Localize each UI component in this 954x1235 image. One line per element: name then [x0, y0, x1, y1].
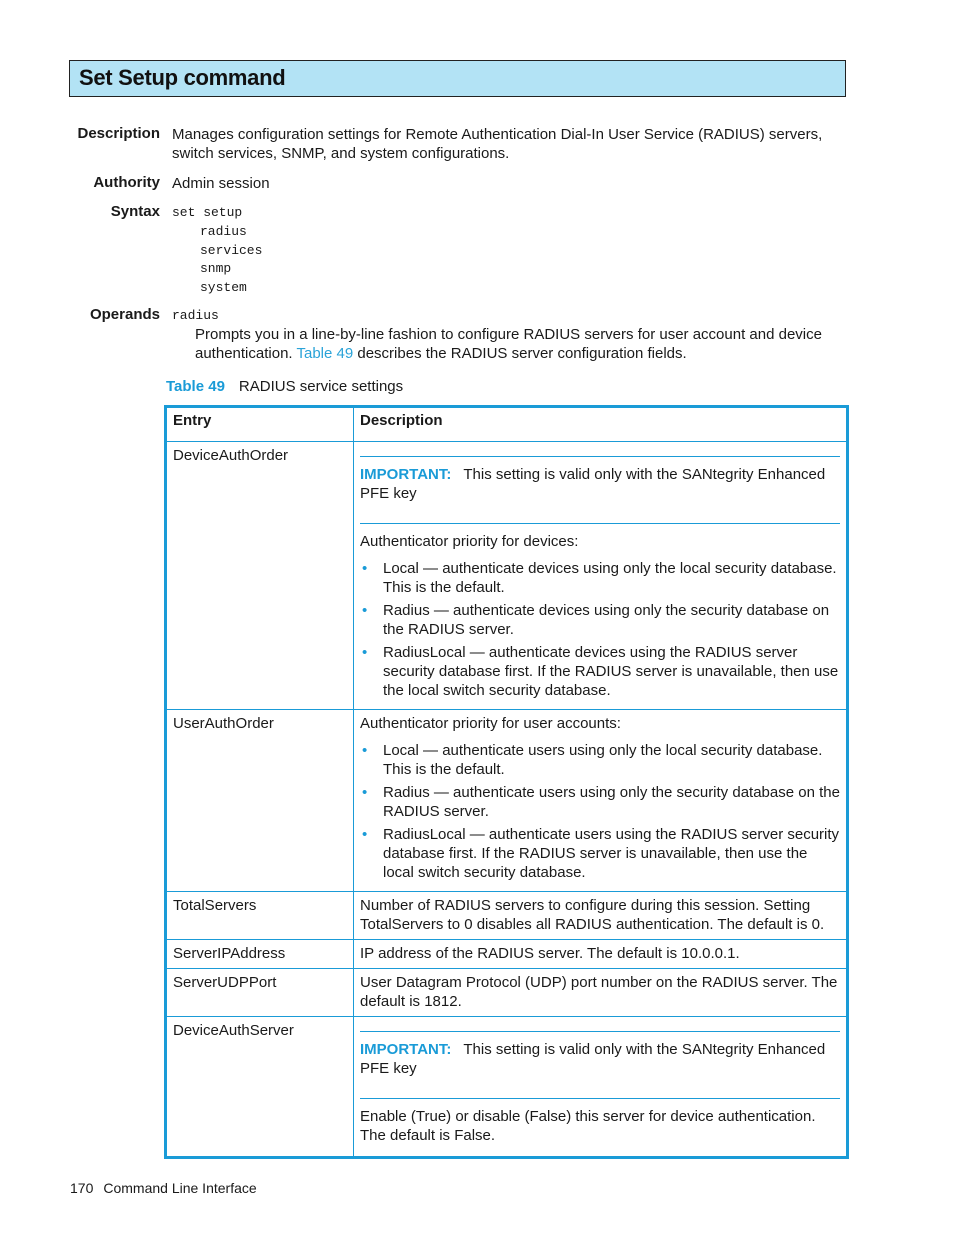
syntax-line: system	[200, 280, 247, 295]
table-row	[166, 1017, 848, 1158]
table-row	[166, 442, 848, 710]
description-text: Enable (True) or disable (False) this server for device authentication. The default is False.	[360, 1108, 816, 1144]
important-note	[360, 1031, 840, 1099]
list-item: • Local — authenticate devices using only the local security database. This is the default.	[360, 559, 840, 597]
bullet-list	[360, 741, 840, 882]
operand-keyword: radius	[172, 308, 219, 323]
operands-line-1: Prompts you in a line-by-line fashion to configure RADIUS servers for user account and device	[195, 326, 822, 343]
list-item: • Radius — authenticate devices using only the security database on the RADIUS server.	[360, 601, 840, 639]
important-text: This setting is valid only with the SANtegrity Enhanced PFE key	[360, 466, 826, 502]
page-title: Set Setup command	[79, 65, 286, 90]
syntax-label: Syntax	[110, 203, 160, 220]
important-note	[360, 456, 840, 524]
table-row	[166, 969, 848, 1017]
authority-label: Authority	[93, 174, 160, 191]
description-text: Authenticator priority for user accounts:	[360, 715, 621, 732]
syntax-line: services	[200, 243, 263, 258]
footer-section: Command Line Interface	[103, 1180, 257, 1196]
description-cell	[354, 442, 848, 710]
authority-value: Admin session	[172, 175, 270, 192]
table-header-row	[166, 407, 848, 442]
important-text: This setting is valid only with the SANtegrity Enhanced PFE key	[360, 1041, 826, 1077]
entry-cell: DeviceAuthServer	[166, 1017, 354, 1158]
important-label: IMPORTANT:	[360, 466, 452, 483]
operands-line-2-post: describes the RADIUS server configuration fields.	[357, 345, 687, 362]
important-label: IMPORTANT:	[360, 1041, 452, 1058]
syntax-line: set setup	[172, 205, 243, 220]
page-footer	[70, 1180, 257, 1196]
radius-settings-table	[164, 405, 849, 1159]
syntax-line: radius	[200, 224, 247, 239]
list-item: • Radius — authenticate users using only the security database on the RADIUS server.	[360, 783, 840, 821]
header-description: Description	[354, 407, 848, 442]
entry-cell: ServerUDPPort	[166, 969, 354, 1017]
operands-line-2	[195, 344, 687, 363]
table-caption-text: RADIUS service settings	[238, 378, 404, 395]
description-cell	[354, 710, 848, 892]
table-caption	[166, 378, 403, 395]
list-item: • Local — authenticate users using only the local security database. This is the default.	[360, 741, 840, 779]
description-line-1: Manages configuration settings for Remote Authentication Dial-In User Service (RADIUS) servers,	[172, 126, 823, 143]
entry-cell: UserAuthOrder	[166, 710, 354, 892]
table-49-link[interactable]: Table 49	[296, 345, 354, 362]
description-text: Authenticator priority for devices:	[360, 533, 579, 550]
description-line-2: switch services, SNMP, and system configurations.	[172, 145, 510, 162]
table-caption-number: Table 49	[166, 378, 225, 395]
table-row	[166, 710, 848, 892]
syntax-line: snmp	[200, 261, 232, 276]
bullet-list	[360, 559, 840, 700]
description-cell: Number of RADIUS servers to configure during this session. Setting TotalServers to 0 disables all RADIUS authentication. The default is 0.	[354, 892, 848, 940]
description-cell: IP address of the RADIUS server. The default is 10.0.0.1.	[354, 940, 848, 969]
operands-label: Operands	[89, 306, 160, 323]
page-number: 170	[70, 1180, 94, 1196]
description-cell	[354, 1017, 848, 1158]
description-cell: User Datagram Protocol (UDP) port number on the RADIUS server. The default is 1812.	[354, 969, 848, 1017]
list-item: • RadiusLocal — authenticate devices using the RADIUS server security database first. If the RADIUS server is unavailable, then use the local switch security database.	[360, 643, 840, 700]
entry-cell: TotalServers	[166, 892, 354, 940]
table-row	[166, 892, 848, 940]
entry-cell: ServerIPAddress	[166, 940, 354, 969]
operands-line-2-pre: authentication.	[195, 345, 293, 362]
list-item: • RadiusLocal — authenticate users using the RADIUS server security database first. If the RADIUS server is unavailable, then use the local switch security database.	[360, 825, 840, 882]
description-label: Description	[77, 125, 160, 142]
section-title-bar	[69, 60, 846, 97]
header-entry: Entry	[166, 407, 354, 442]
entry-cell: DeviceAuthOrder	[166, 442, 354, 710]
table-row	[166, 940, 848, 969]
